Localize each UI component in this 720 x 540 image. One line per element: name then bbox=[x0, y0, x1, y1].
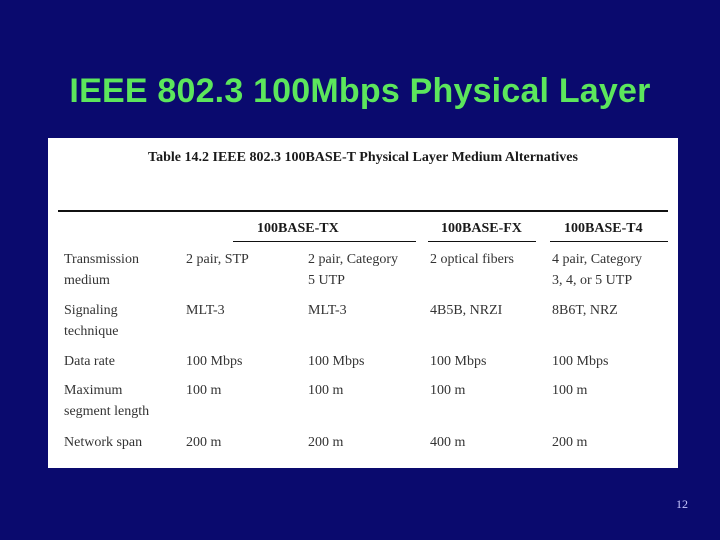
table-cell: MLT-3 bbox=[308, 303, 347, 318]
table-cell: 100 m bbox=[430, 383, 466, 398]
table-cell: 100 m bbox=[186, 383, 222, 398]
table-cell: 100 Mbps bbox=[186, 354, 243, 369]
column-header-100base-t4: 100BASE-T4 bbox=[564, 221, 643, 236]
table-cell: 8B6T, NRZ bbox=[552, 303, 618, 318]
table-top-rule bbox=[58, 210, 668, 212]
table-cell: 4 pair, Category 3, 4, or 5 UTP bbox=[552, 252, 643, 288]
header-underline-tx bbox=[233, 241, 416, 242]
table-cell: 200 m bbox=[186, 435, 222, 450]
table-cell: 200 m bbox=[552, 435, 588, 450]
table-cell: 4B5B, NRZI bbox=[430, 303, 503, 318]
table-cell: 200 m bbox=[308, 435, 344, 450]
header-underline-t4 bbox=[550, 241, 668, 242]
table-cell: 100 Mbps bbox=[430, 354, 487, 369]
row-label-transmission-medium: Transmission medium bbox=[64, 252, 139, 288]
row-label-network-span: Network span bbox=[64, 435, 143, 450]
table-cell: MLT-3 bbox=[186, 303, 225, 318]
column-header-100base-fx: 100BASE-FX bbox=[441, 221, 522, 236]
table-cell: 100 Mbps bbox=[308, 354, 365, 369]
page-number: 12 bbox=[676, 497, 688, 511]
table-cell: 400 m bbox=[430, 435, 466, 450]
table-caption: Table 14.2 IEEE 802.3 100BASE-T Physical Layer Medium Alternatives bbox=[148, 150, 578, 165]
table-cell: 100 m bbox=[308, 383, 344, 398]
table-cell: 100 m bbox=[552, 383, 588, 398]
table-cell: 2 pair, STP bbox=[186, 252, 249, 267]
row-label-maximum-segment-length: Maximum segment length bbox=[64, 383, 150, 419]
row-label-data-rate: Data rate bbox=[64, 354, 115, 369]
table-cell: 2 pair, Category 5 UTP bbox=[308, 252, 399, 288]
column-header-100base-tx: 100BASE-TX bbox=[257, 221, 339, 236]
medium-alternatives-table bbox=[48, 138, 678, 468]
row-label-signaling-technique: Signaling technique bbox=[64, 303, 119, 339]
table-cell: 100 Mbps bbox=[552, 354, 609, 369]
table-cell: 2 optical fibers bbox=[430, 252, 514, 267]
header-underline-fx bbox=[428, 241, 536, 242]
slide-title: IEEE 802.3 100Mbps Physical Layer bbox=[69, 72, 651, 110]
